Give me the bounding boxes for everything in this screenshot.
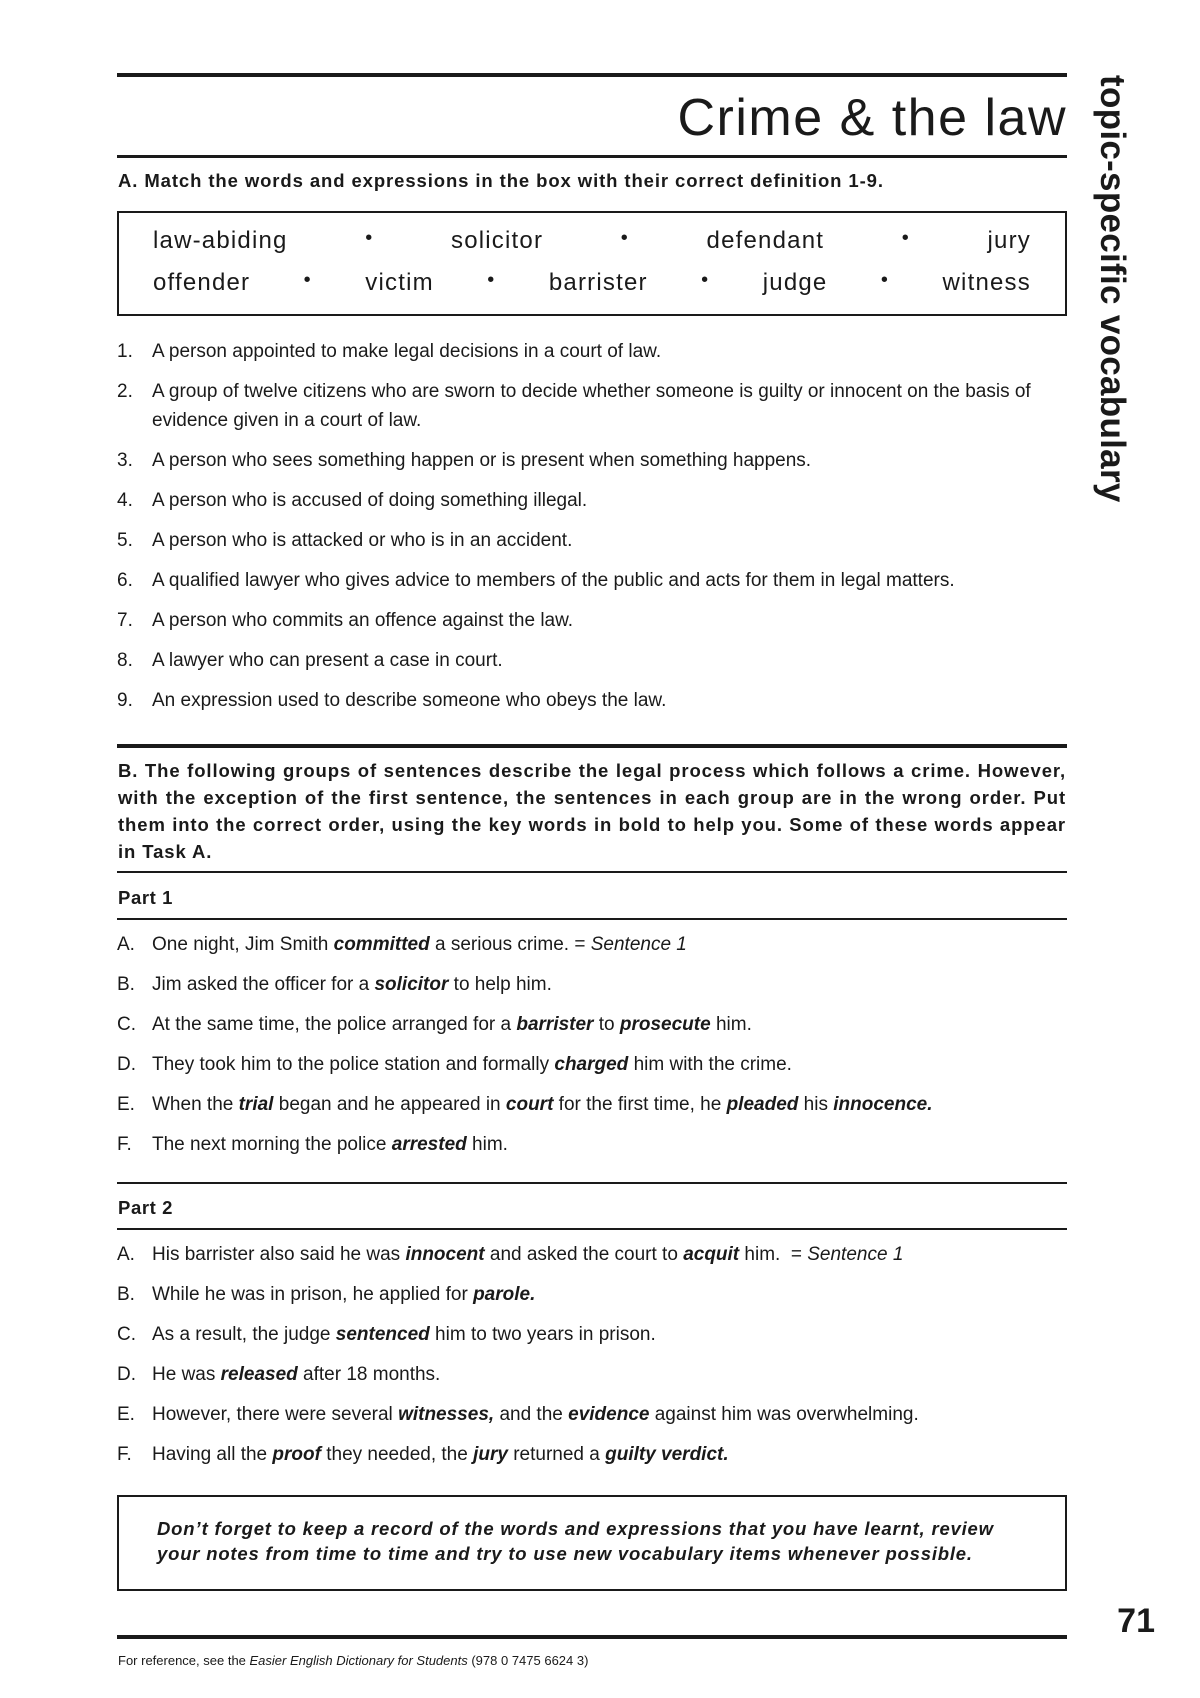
definition-number: 2. <box>117 381 133 402</box>
definition-text: A group of twelve citizens who are sworn to decide whether someone is guilty or innocent on the basis of evidence given in a court of law. <box>152 381 1031 431</box>
sentence-segment: returned a <box>507 1444 606 1465</box>
definition-item <box>117 526 1067 555</box>
definition-item <box>117 377 1067 435</box>
definition-item <box>117 337 1067 366</box>
task-b-instruction: B. The following groups of sentences describe the legal process which follows a crime. However, with the exception of the first sentence, the sentences in each group are in the wrong order. Put them into the correct order, using the key words in bold to help you. Some of these words appear in Task A. <box>118 760 1066 862</box>
bullet-separator: • <box>487 269 496 291</box>
sentence-segment: him. = <box>739 1244 808 1265</box>
key-word: proof <box>272 1444 321 1465</box>
definitions-list <box>117 337 1067 726</box>
sentence-item <box>117 930 1067 959</box>
sentence-segment: his <box>798 1094 834 1115</box>
top-rule <box>117 73 1067 77</box>
sentence-text <box>152 1400 1067 1429</box>
sentence-text <box>152 1320 1067 1349</box>
sentence-segment: He was <box>152 1364 221 1385</box>
title-underline <box>117 155 1067 158</box>
part2-bottom-rule <box>117 1228 1067 1230</box>
sentence-item <box>117 1050 1067 1079</box>
part1-sentences <box>117 930 1067 1170</box>
definition-number: 1. <box>117 341 133 362</box>
footer-rule <box>117 1635 1067 1639</box>
sentence-segment: him. <box>710 1014 752 1035</box>
page-title: Crime & the law <box>677 89 1067 147</box>
word-item: law-abiding <box>153 227 288 254</box>
sentence-segment: One night, Jim Smith <box>152 934 334 955</box>
sentence-text <box>152 970 1067 999</box>
sentence-letter: D. <box>117 1364 136 1385</box>
sentence-segment: At the same time, the police arranged for a <box>152 1014 517 1035</box>
word-item: jury <box>987 227 1031 254</box>
key-word: released <box>220 1364 298 1385</box>
sentence-segment: and asked the court to <box>484 1244 684 1265</box>
sentence-item <box>117 1280 1067 1309</box>
sentence-text <box>152 1090 1067 1119</box>
key-word: solicitor <box>374 974 449 995</box>
bullet-separator: • <box>901 227 910 249</box>
key-word: trial <box>238 1094 274 1115</box>
key-word: witnesses, <box>398 1404 495 1425</box>
sentence-segment: him to two years in prison. <box>429 1324 656 1345</box>
definition-text: A person who sees something happen or is present when something happens. <box>152 450 812 471</box>
definition-number: 6. <box>117 570 133 591</box>
word-item: offender <box>153 269 251 296</box>
sentence-marker: Sentence 1 <box>590 934 687 955</box>
sentence-segment: As a result, the judge <box>152 1324 336 1345</box>
sentence-text <box>152 930 1067 959</box>
bullet-separator: • <box>880 269 890 291</box>
sentence-item <box>117 1400 1067 1429</box>
sentence-segment: When the <box>152 1094 239 1115</box>
key-word: barrister <box>516 1014 594 1035</box>
sentence-letter: C. <box>117 1014 136 1035</box>
sentence-segment: a serious crime. = <box>429 934 591 955</box>
sentence-segment: Having all the <box>152 1444 273 1465</box>
definition-text: A person who is accused of doing something illegal. <box>152 490 588 511</box>
sentence-marker: Sentence 1 <box>807 1244 904 1265</box>
key-word: pleaded <box>726 1094 799 1115</box>
sentence-text <box>152 1280 1067 1309</box>
sentence-letter: F. <box>117 1134 132 1155</box>
sentence-segment: for the first time, he <box>553 1094 727 1115</box>
sentence-letter: E. <box>117 1404 135 1425</box>
sentence-segment: The next morning the police <box>152 1134 392 1155</box>
word-box-row-2 <box>153 269 1031 297</box>
definition-text: A person who commits an offence against the law. <box>152 610 574 631</box>
definition-item <box>117 606 1067 635</box>
definition-item <box>117 486 1067 515</box>
part2-sentences <box>117 1240 1067 1480</box>
bullet-separator: • <box>620 227 629 249</box>
key-word: acquit <box>683 1244 740 1265</box>
key-word: parole. <box>473 1284 536 1305</box>
sentence-segment: and the <box>494 1404 569 1425</box>
sentence-letter: C. <box>117 1324 136 1345</box>
definition-text: An expression used to describe someone who obeys the law. <box>152 690 667 711</box>
bullet-separator: • <box>365 227 374 249</box>
sentence-item <box>117 1090 1067 1119</box>
key-word: evidence <box>568 1404 650 1425</box>
sentence-text <box>152 1050 1067 1079</box>
sentence-letter: B. <box>117 974 135 995</box>
word-item: solicitor <box>451 227 544 254</box>
definition-number: 3. <box>117 450 133 471</box>
reminder-text: Don’t forget to keep a record of the words and expressions that you have learnt, review your notes from time to time and try to use new vocabulary items whenever possible. <box>157 1518 994 1564</box>
sentence-letter: F. <box>117 1444 132 1465</box>
word-item: defendant <box>706 227 825 254</box>
word-box-row-1 <box>153 227 1031 255</box>
reminder-box <box>117 1495 1067 1591</box>
key-word: charged <box>554 1054 629 1075</box>
task-a-instruction: A. Match the words and expressions in the box with their correct definition 1-9. <box>118 170 884 191</box>
sentence-item <box>117 1440 1067 1469</box>
key-word: innocence. <box>833 1094 933 1115</box>
sentence-segment: him with the crime. <box>628 1054 792 1075</box>
sentence-text <box>152 1130 1067 1159</box>
key-word: committed <box>333 934 430 955</box>
sentence-item <box>117 1010 1067 1039</box>
sentence-segment: His barrister also said he was <box>152 1244 406 1265</box>
definition-item <box>117 566 1067 595</box>
key-word: prosecute <box>619 1014 711 1035</box>
sentence-segment: him. <box>466 1134 508 1155</box>
sentence-item <box>117 1240 1067 1269</box>
sentence-text <box>152 1360 1067 1389</box>
word-item: witness <box>942 269 1031 296</box>
definition-number: 7. <box>117 610 133 631</box>
word-item: barrister <box>548 269 648 296</box>
word-item: victim <box>365 269 434 296</box>
sentence-text <box>152 1440 1067 1469</box>
definition-item <box>117 446 1067 475</box>
part2-top-rule <box>117 1182 1067 1184</box>
definition-number: 4. <box>117 490 133 511</box>
footer-prefix: For reference, see the <box>118 1653 250 1668</box>
definition-text: A qualified lawyer who gives advice to members of the public and acts for them in legal matters. <box>152 570 955 591</box>
footer-book-title: Easier English Dictionary for Students <box>249 1653 468 1668</box>
sentence-segment: Jim asked the officer for a <box>152 974 375 995</box>
definition-number: 5. <box>117 530 133 551</box>
section-b-rule <box>117 744 1067 748</box>
part1-label: Part 1 <box>118 887 174 908</box>
sentence-letter: E. <box>117 1094 135 1115</box>
sentence-letter: B. <box>117 1284 135 1305</box>
bullet-separator: • <box>701 269 710 291</box>
sentence-segment: However, there were several <box>152 1404 399 1425</box>
sentence-letter: A. <box>117 934 135 955</box>
key-word: sentenced <box>335 1324 430 1345</box>
sentence-segment: They took him to the police station and formally <box>152 1054 555 1075</box>
part2-label: Part 2 <box>118 1197 174 1218</box>
sentence-item <box>117 1360 1067 1389</box>
sentence-item <box>117 970 1067 999</box>
footer-suffix: (978 0 7475 6624 3) <box>467 1653 589 1668</box>
key-word: innocent <box>405 1244 485 1265</box>
footer-reference <box>118 1653 588 1668</box>
part1-bottom-rule <box>117 918 1067 920</box>
word-item: judge <box>762 269 828 296</box>
key-word: jury <box>473 1444 508 1465</box>
sentence-segment: they needed, the <box>320 1444 474 1465</box>
definition-item <box>117 686 1067 715</box>
key-word: guilty verdict. <box>605 1444 729 1465</box>
sentence-item <box>117 1320 1067 1349</box>
sentence-segment: to help him. <box>448 974 552 995</box>
sentence-segment: after 18 months. <box>297 1364 441 1385</box>
definition-text: A person appointed to make legal decisions in a court of law. <box>152 341 662 362</box>
definition-text: A lawyer who can present a case in court. <box>152 650 503 671</box>
part1-top-rule <box>117 871 1067 873</box>
sentence-text <box>152 1240 1067 1269</box>
definition-number: 8. <box>117 650 133 671</box>
word-box <box>117 211 1067 316</box>
key-word: arrested <box>391 1134 467 1155</box>
bullet-separator: • <box>303 269 312 291</box>
sentence-segment: against him was overwhelming. <box>649 1404 919 1425</box>
key-word: court <box>505 1094 554 1115</box>
sentence-letter: D. <box>117 1054 136 1075</box>
definition-number: 9. <box>117 690 133 711</box>
sentence-text <box>152 1010 1067 1039</box>
sentence-segment: began and he appeared in <box>273 1094 506 1115</box>
sentence-segment: to <box>593 1014 620 1035</box>
sentence-item <box>117 1130 1067 1159</box>
definition-text: A person who is attacked or who is in an accident. <box>152 530 573 551</box>
sentence-segment: While he was in prison, he applied for <box>152 1284 474 1305</box>
definition-item <box>117 646 1067 675</box>
page-number: 71 <box>1117 1602 1155 1640</box>
side-section-label: topic-specific vocabulary <box>1093 75 1132 503</box>
sentence-letter: A. <box>117 1244 135 1265</box>
